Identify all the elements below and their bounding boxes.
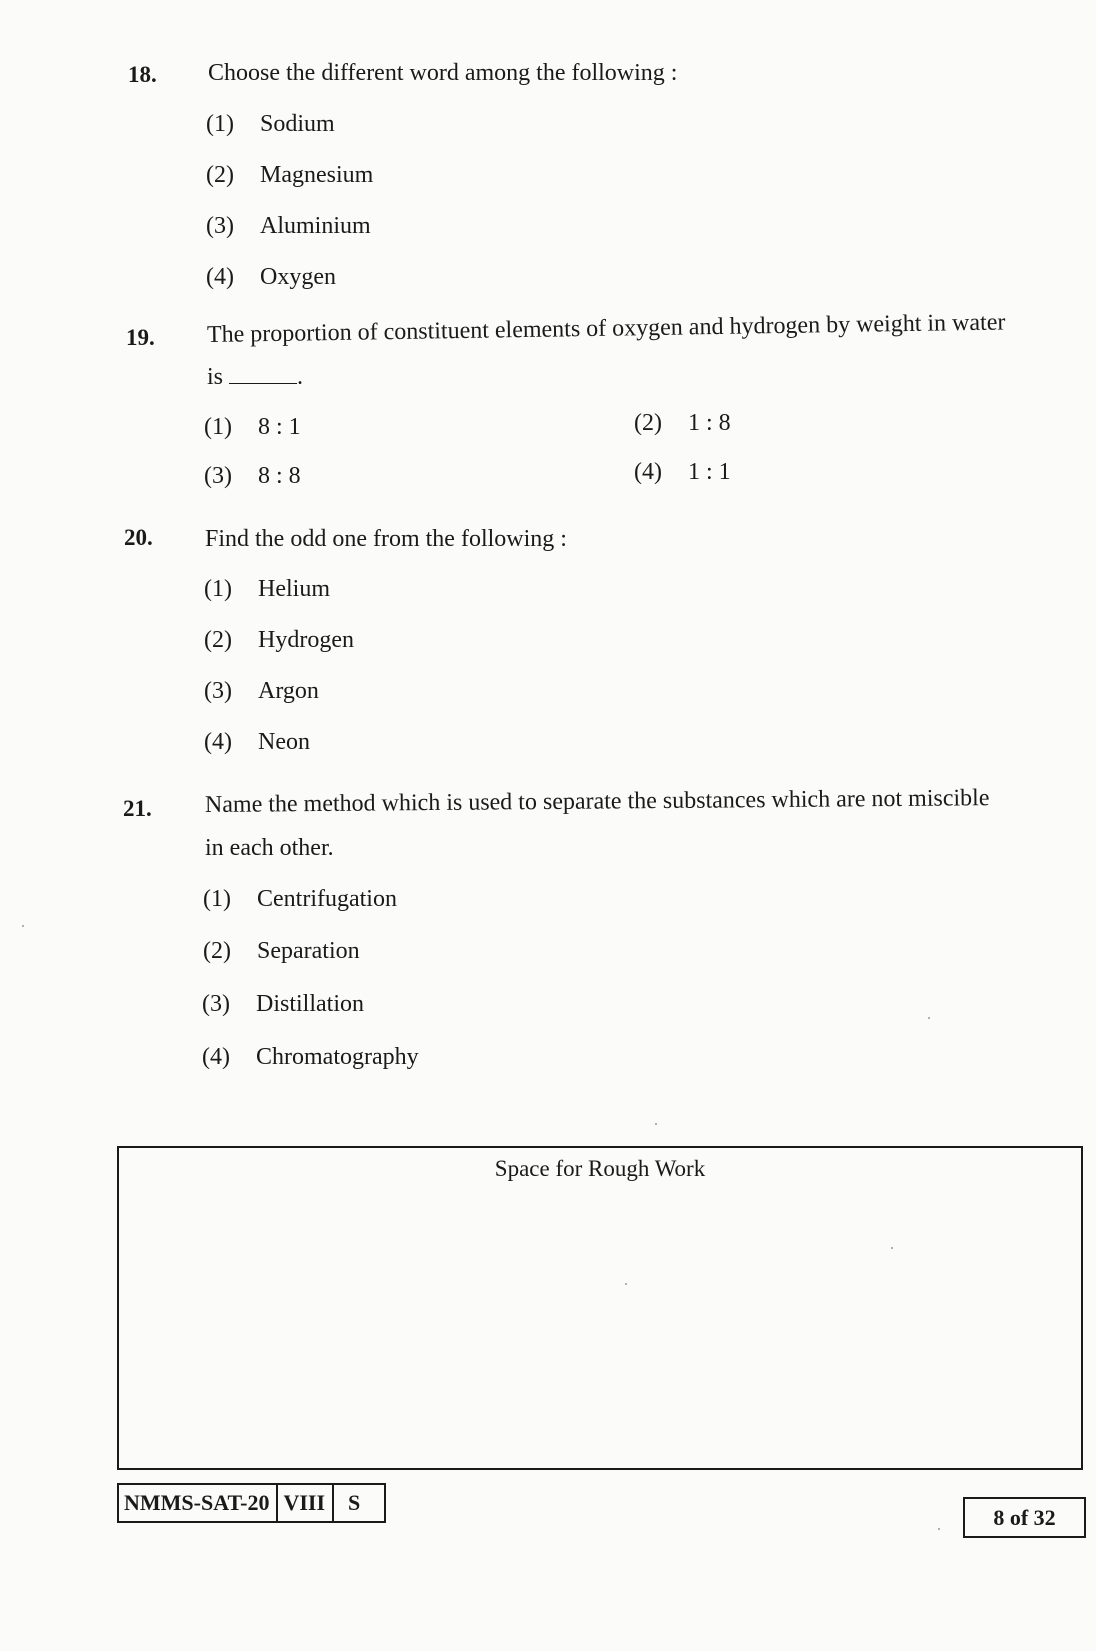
scan-speck — [655, 1123, 657, 1125]
q21-option-4: (4) Chromatography — [202, 1044, 419, 1070]
q21-option-3: (3) Distillation — [202, 991, 364, 1017]
question-20-text: Find the odd one from the following : — [205, 526, 567, 552]
q19-option-3: (3) 8 : 8 — [204, 463, 301, 489]
scan-speck — [928, 1017, 930, 1019]
q21-option-1: (1) Centrifugation — [203, 886, 397, 912]
question-20-number: 20. — [124, 525, 153, 550]
question-19-text-line2: is . — [207, 364, 304, 390]
class-code: VIII — [278, 1485, 334, 1521]
question-19-text: The proportion of constituent elements of oxygen and hydrogen by weight in water — [206, 309, 1006, 348]
q20-option-2: (2) Hydrogen — [204, 627, 354, 653]
q20-option-3: (3) Argon — [204, 678, 319, 704]
rough-work-box — [117, 1146, 1083, 1470]
rough-work-title: Space for Rough Work — [494, 1156, 706, 1181]
q18-option-2: (2) Magnesium — [206, 162, 374, 188]
answer-blank — [229, 365, 297, 384]
q18-option-1: (1) Sodium — [206, 111, 335, 137]
scan-speck — [891, 1247, 893, 1249]
question-21-number: 21. — [123, 796, 152, 821]
q18-option-4: (4) Oxygen — [206, 264, 336, 290]
scan-speck — [625, 1283, 627, 1285]
question-21-text-line2: in each other. — [205, 835, 334, 861]
page-number-box: 8 of 32 — [963, 1497, 1086, 1538]
paper-code-box — [117, 1483, 386, 1523]
exam-code: NMMS-SAT-20 — [119, 1485, 278, 1521]
q20-option-1: (1) Helium — [204, 576, 330, 602]
scan-speck — [938, 1528, 940, 1530]
q19-option-4: (4) 1 : 1 — [634, 459, 731, 485]
series-code: S — [348, 1490, 361, 1515]
q18-option-3: (3) Aluminium — [206, 213, 371, 239]
question-18-text: Choose the different word among the following : — [208, 60, 678, 86]
question-18-number: 18. — [128, 62, 157, 87]
q19-option-1: (1) 8 : 1 — [204, 414, 301, 440]
scan-speck — [22, 925, 24, 927]
question-21-text: Name the method which is used to separate the substances which are not miscible — [204, 785, 990, 818]
q21-option-2: (2) Separation — [203, 938, 360, 964]
question-19-number: 19. — [126, 325, 155, 350]
q19-option-2: (2) 1 : 8 — [634, 410, 731, 436]
q20-option-4: (4) Neon — [204, 729, 310, 755]
